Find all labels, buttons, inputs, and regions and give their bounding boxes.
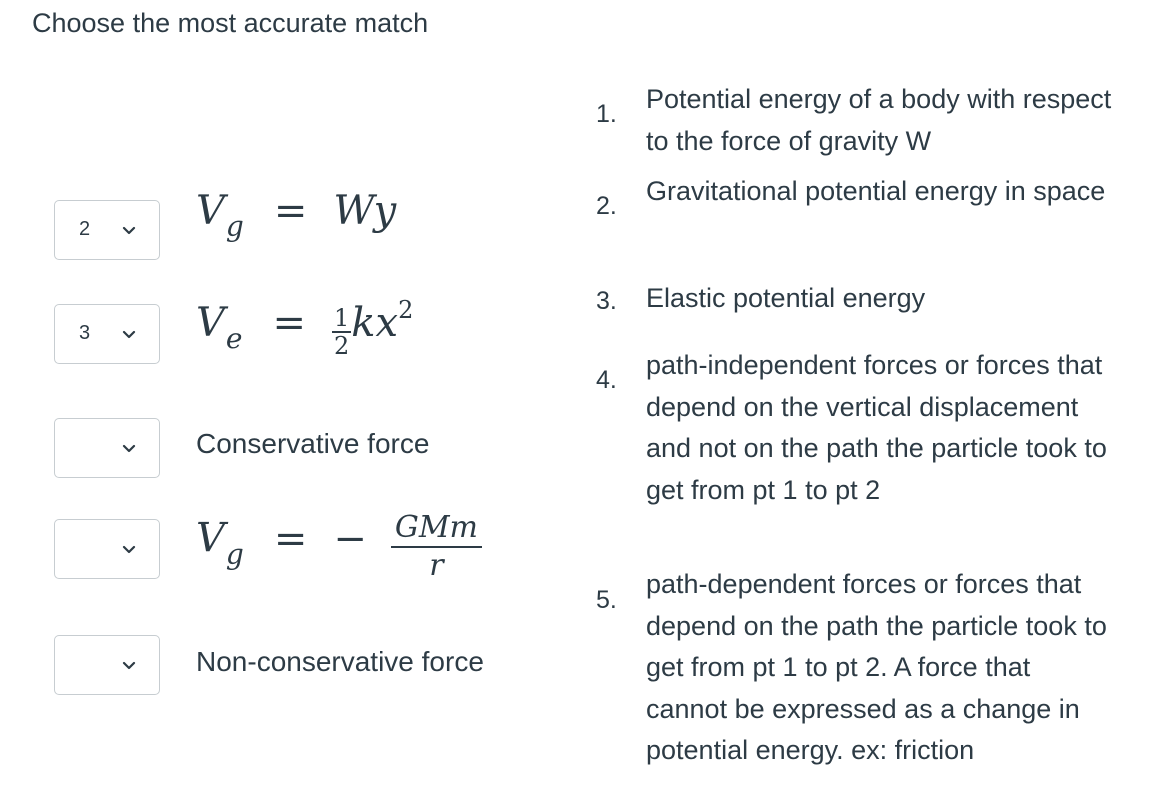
eq-equals: = <box>273 515 308 562</box>
eq-lhs-sub: g <box>225 210 244 243</box>
match-select-4[interactable] <box>54 519 160 579</box>
eq-lhs: V <box>196 188 225 234</box>
eq-lhs-sub: g <box>225 537 244 571</box>
eq-fraction <box>391 510 482 584</box>
eq-minus: − <box>333 515 367 562</box>
answer-text-5: path-dependent forces or forces that depend on the path the particle took to get from pt 1 to pt 2. A force that cannot be expressed as a change in potential energy. ex: friction <box>646 569 1107 765</box>
match-select-1[interactable] <box>54 200 160 260</box>
premise-equation-1 <box>196 188 397 243</box>
eq-rhs-sup: 2 <box>398 296 414 324</box>
answer-number-2: 2. <box>596 192 617 220</box>
eq-rhs: kx <box>351 300 399 346</box>
answer-number-5: 5. <box>596 586 617 614</box>
eq-fraction <box>332 305 351 359</box>
answer-text-4: path-independent forces or forces that depend on the vertical displacement and not on the path the particle took to get from pt 1 to pt 2 <box>646 350 1107 505</box>
eq-equals: = <box>272 300 306 346</box>
eq-equals: = <box>273 188 308 234</box>
answer-number-1: 1. <box>596 100 617 128</box>
chevron-down-icon <box>119 439 139 459</box>
eq-rhs: Wy <box>333 188 397 234</box>
premise-equation-4 <box>196 510 482 584</box>
frac-denominator: 2 <box>333 331 350 360</box>
select-value: 2 <box>79 218 91 240</box>
premise-text-3: Conservative force <box>196 428 430 459</box>
answer-text-3: Elastic potential energy <box>646 283 926 313</box>
eq-lhs-sub: e <box>225 322 243 355</box>
eq-lhs: V <box>196 515 225 562</box>
chevron-down-icon <box>119 221 139 241</box>
frac-numerator: GMm <box>391 510 482 548</box>
answer-number-4: 4. <box>596 366 617 394</box>
frac-numerator: 1 <box>333 303 350 332</box>
answer-number-3: 3. <box>596 287 617 315</box>
chevron-down-icon <box>119 656 139 676</box>
chevron-down-icon <box>119 540 139 560</box>
premise-text-5: Non-conservative force <box>196 646 484 677</box>
question-prompt: Choose the most accurate match <box>32 8 429 38</box>
frac-denominator: r <box>429 548 444 583</box>
match-select-5[interactable] <box>54 635 160 695</box>
match-select-3[interactable] <box>54 418 160 478</box>
premise-equation-2 <box>196 296 414 360</box>
eq-lhs: V <box>196 300 225 346</box>
answer-text-2: Gravitational potential energy in space <box>646 176 1106 206</box>
match-select-2[interactable] <box>54 304 160 364</box>
answer-text-1: Potential energy of a body with respect to the force of gravity W <box>646 84 1112 156</box>
chevron-down-icon <box>119 325 139 345</box>
select-value: 3 <box>79 322 91 344</box>
